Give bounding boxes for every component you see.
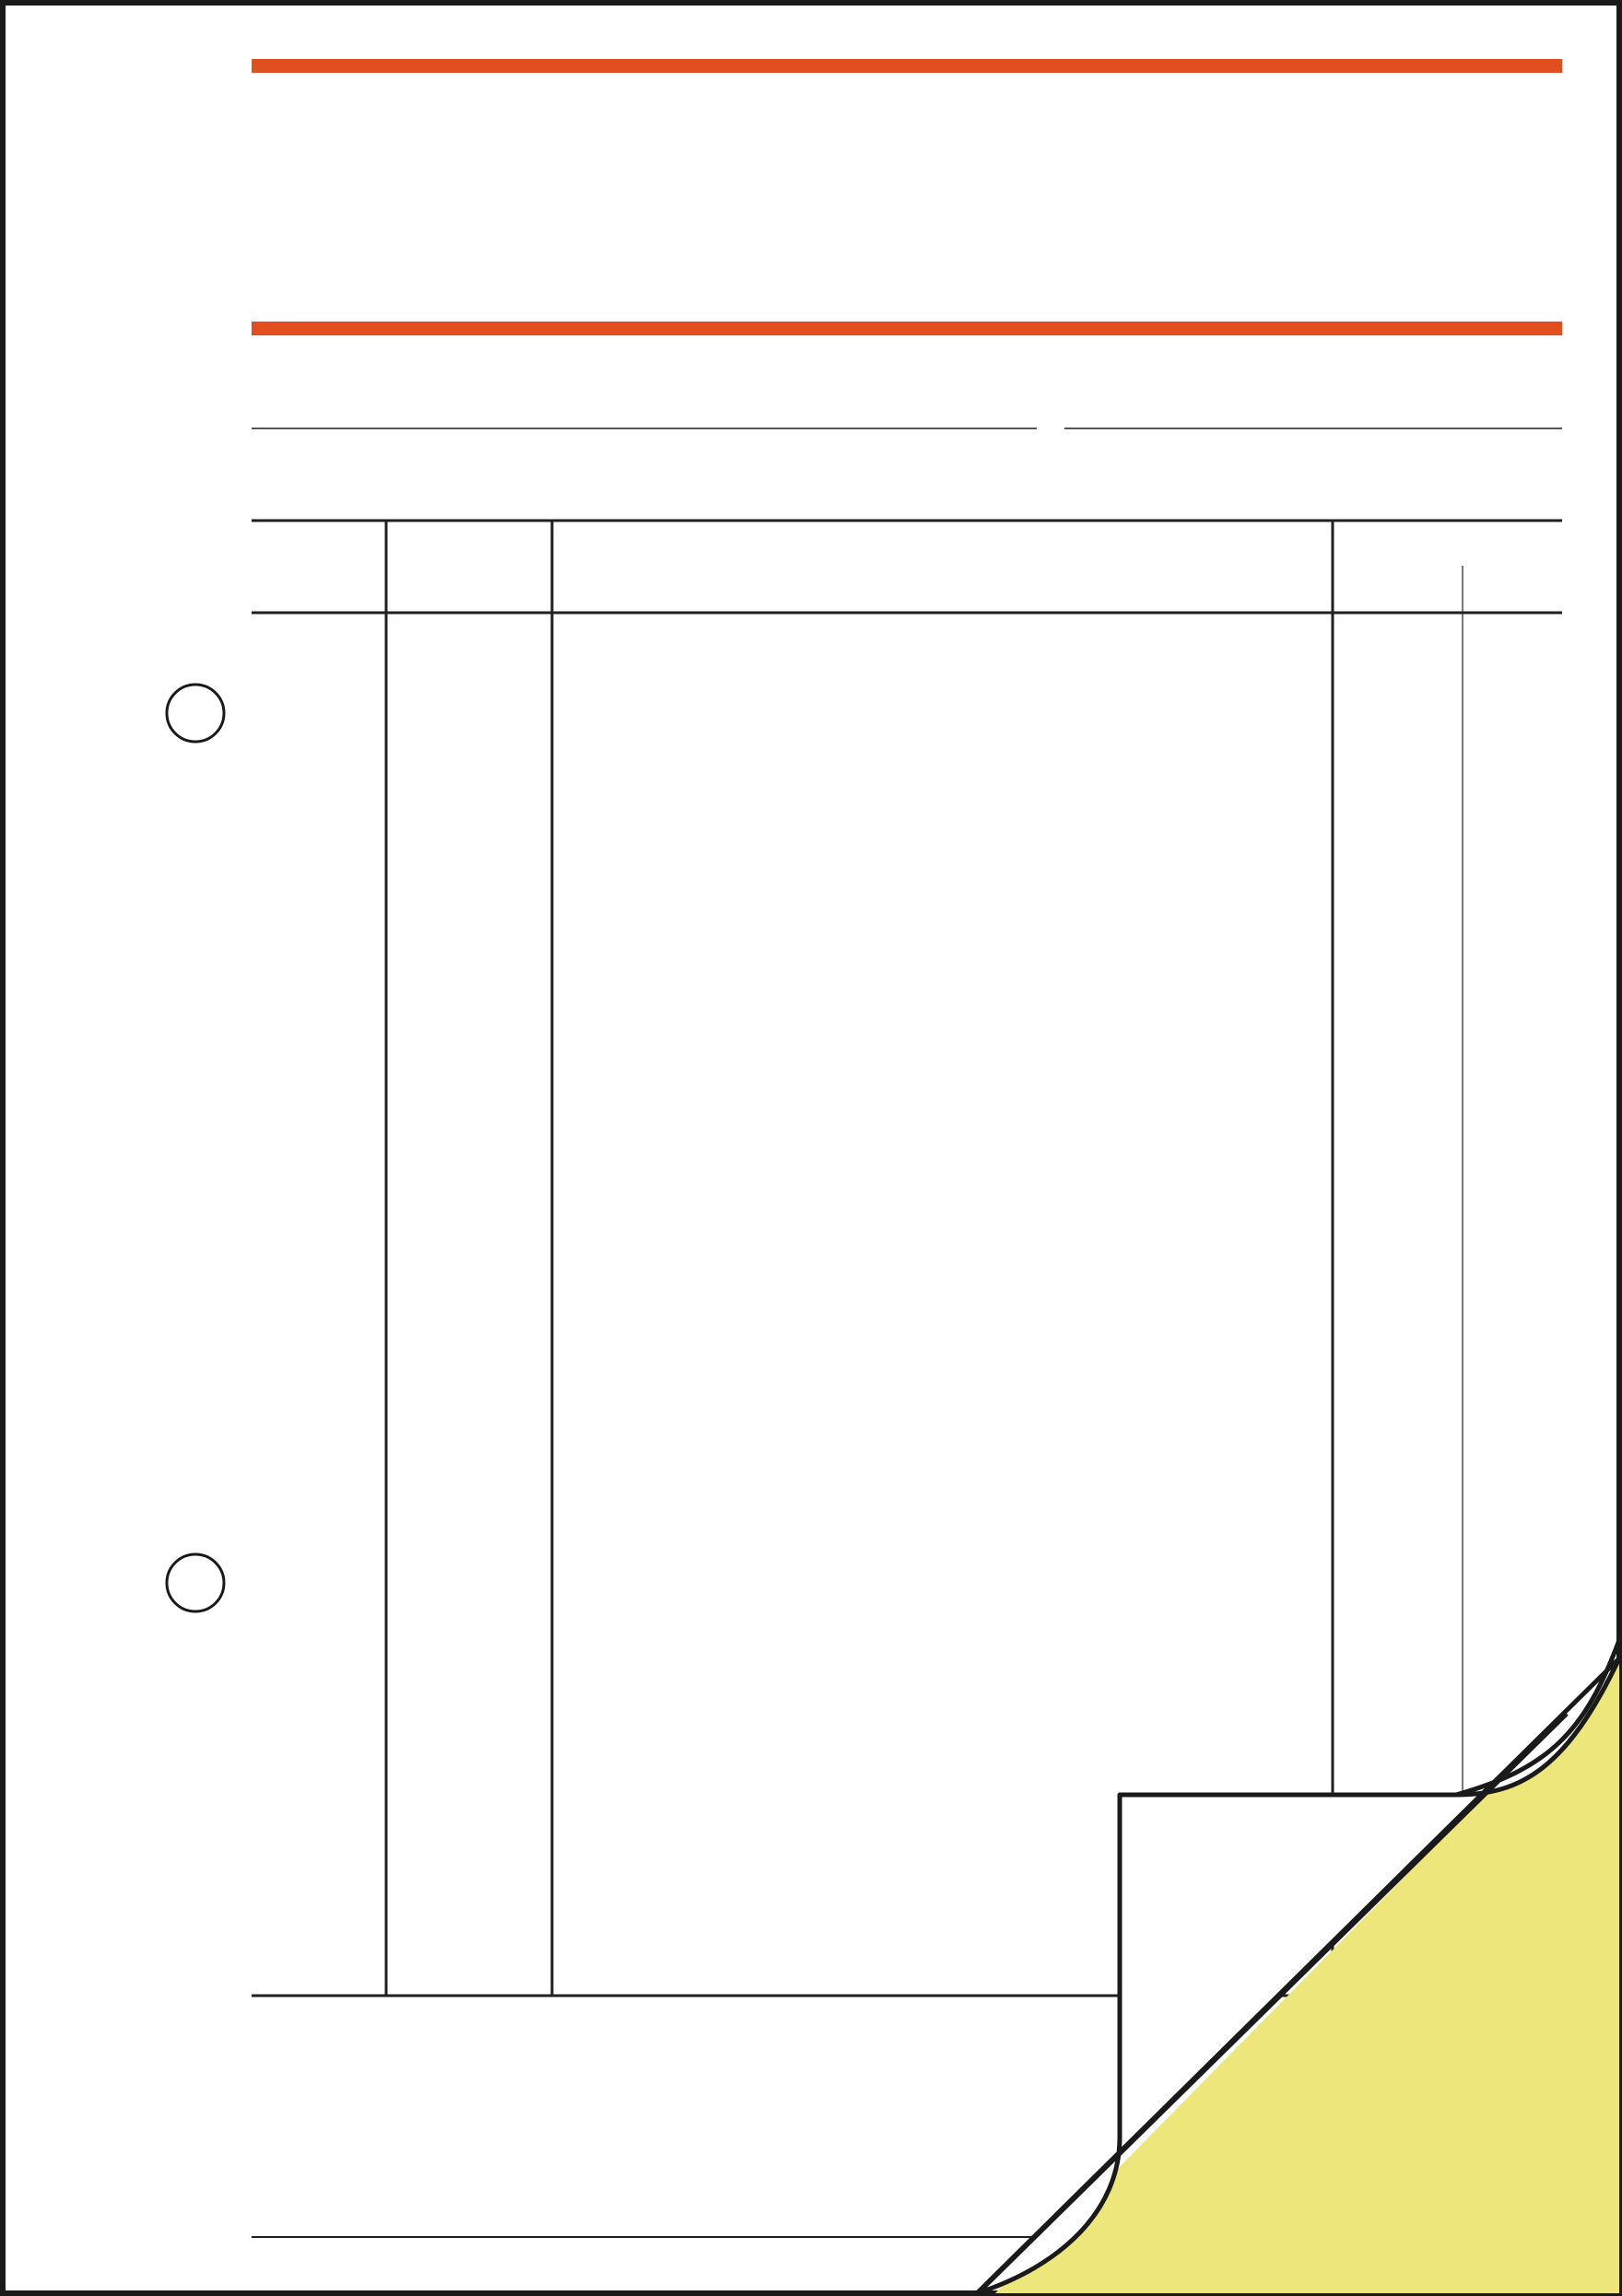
accent-bar-top	[252, 59, 1562, 73]
punch-hole-top	[167, 685, 224, 742]
accent-bar-middle	[252, 322, 1562, 335]
punch-hole-bottom	[167, 1554, 224, 1611]
